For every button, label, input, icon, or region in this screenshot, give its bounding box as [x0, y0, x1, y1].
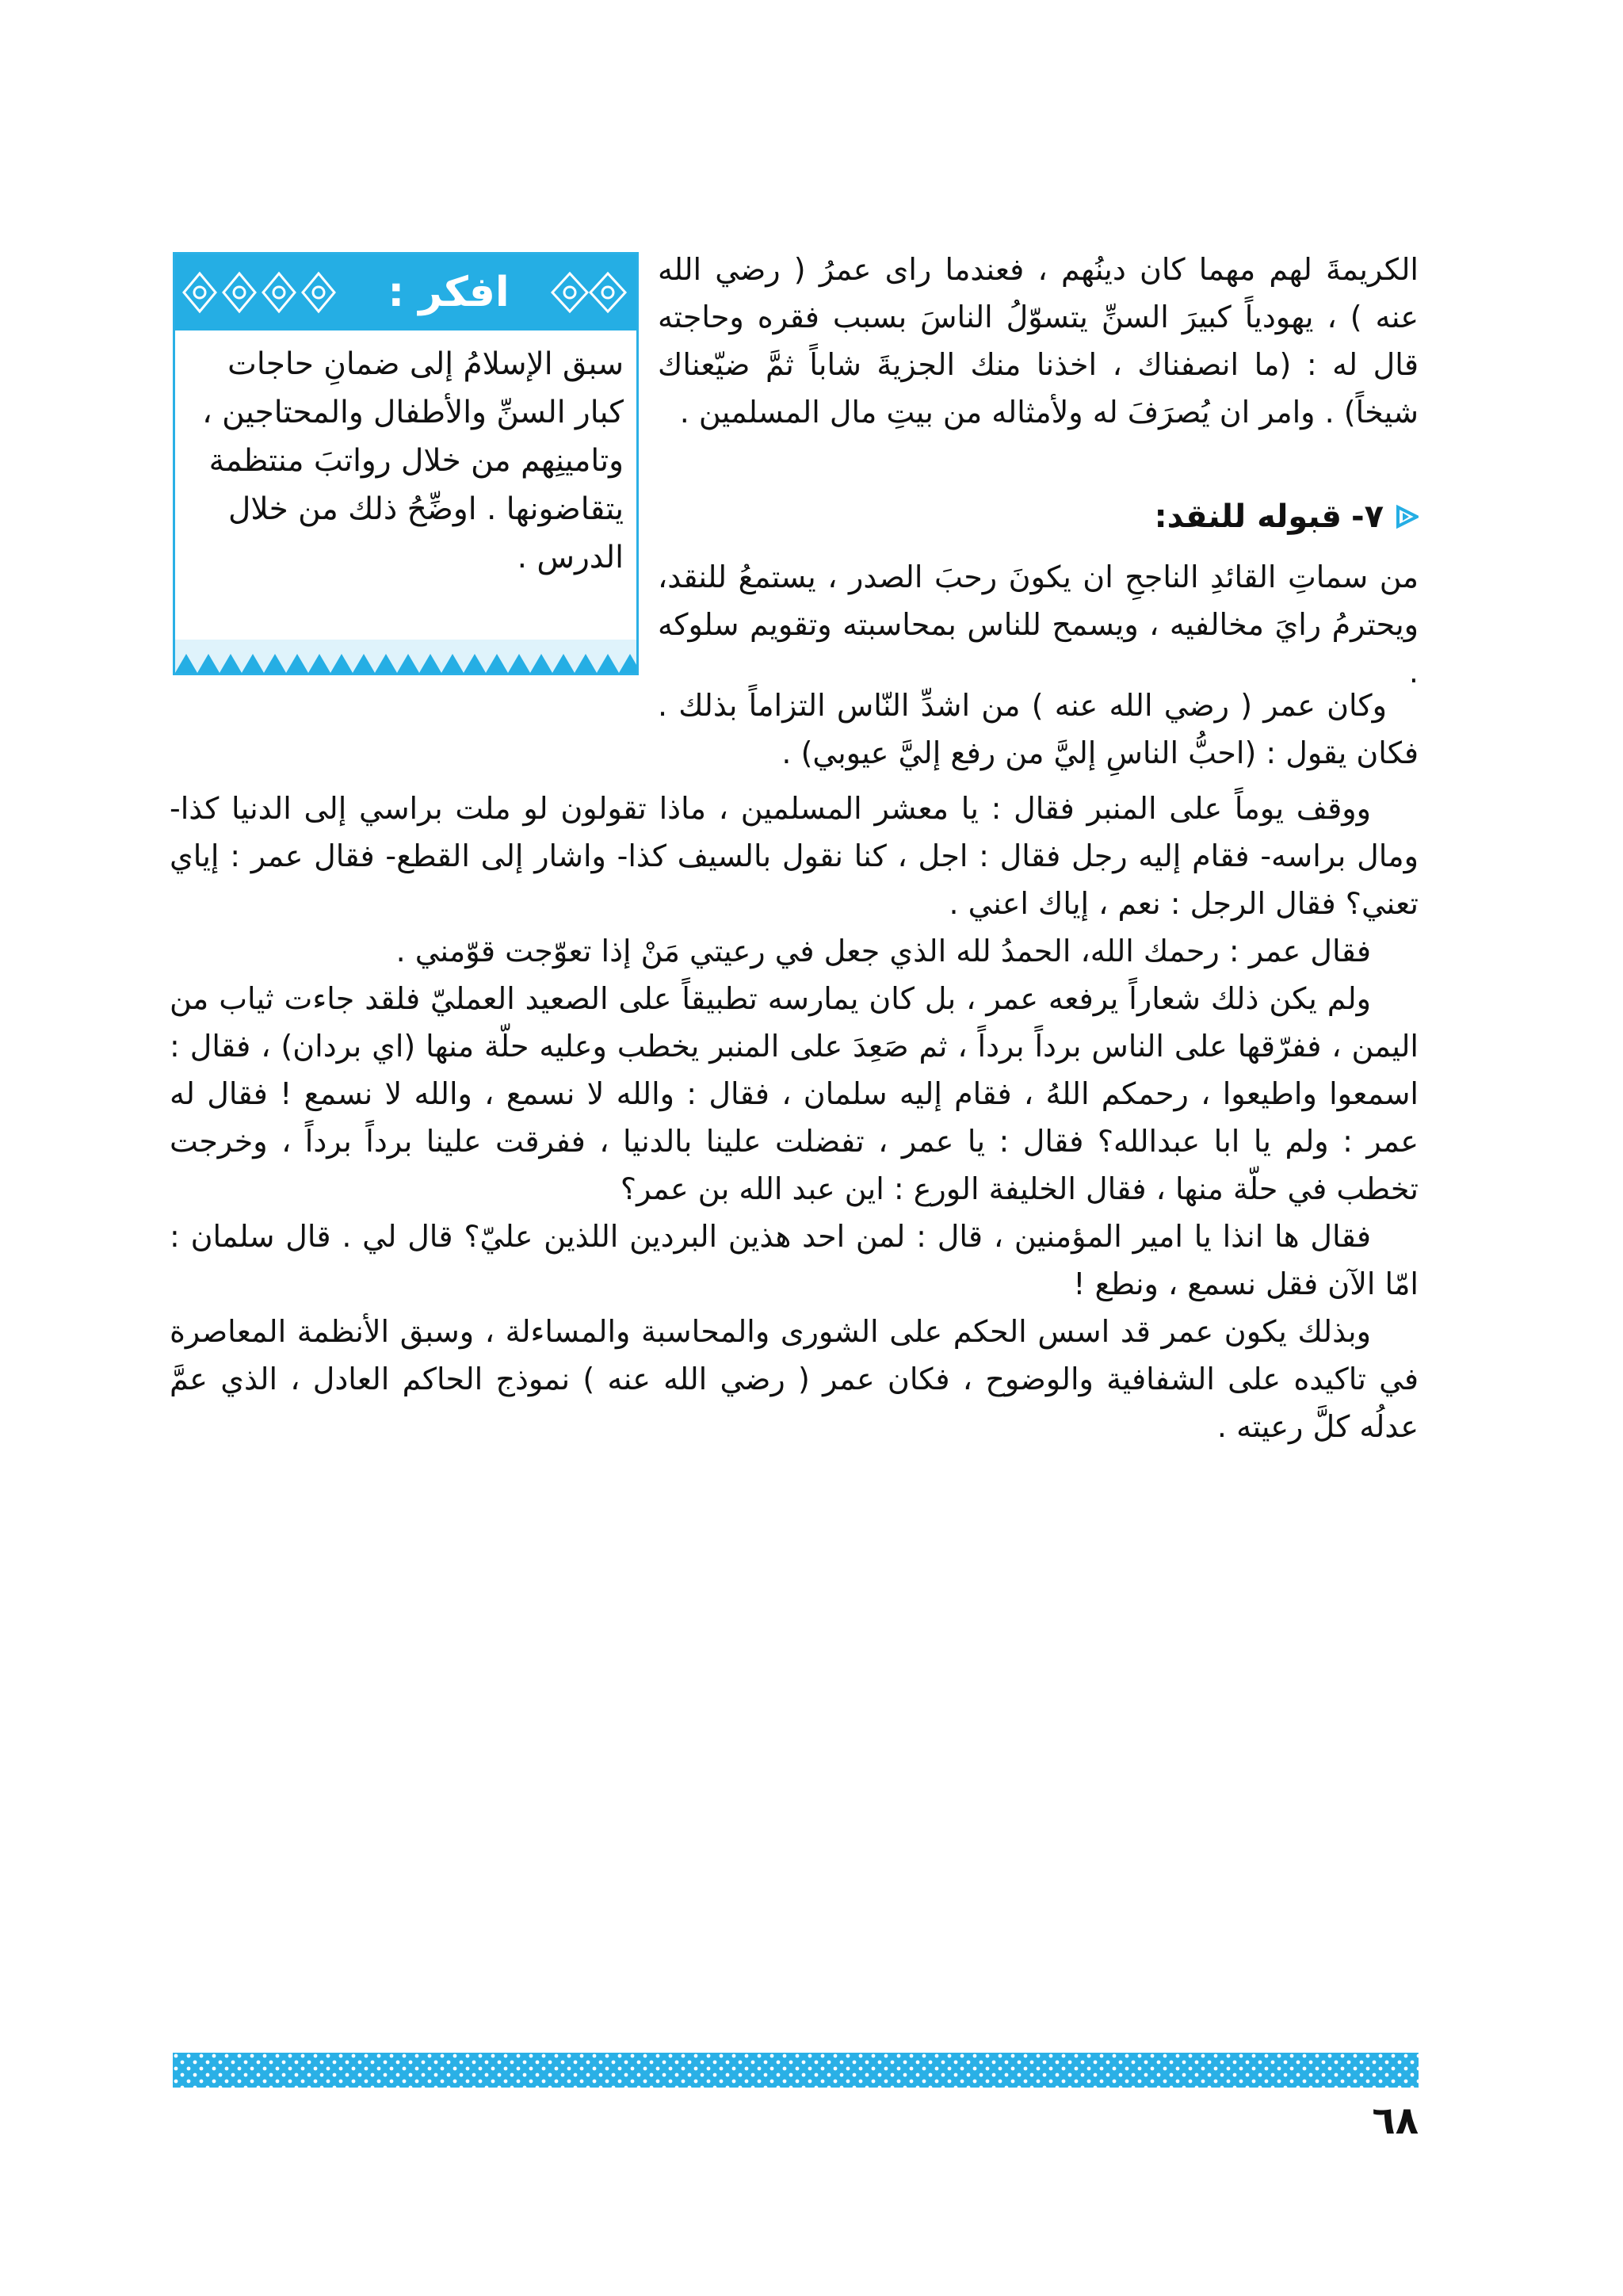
think-box-text: سبق الإسلامُ إلى ضمانِ حاجات كبار السنِّ والأطفال والمحتاجين ، وتامينِهم من خلال رواتبَ منتظمة يتقاضونها . اوضِّحُ ذلك من خلال الدرس .: [202, 346, 624, 575]
decorative-pattern-bar: [173, 2053, 1419, 2088]
paragraph-text: ووقف يوماً على المنبر فقال : يا معشر المسلمين ، ماذا تقولون لو ملت براسي إلى الدنيا كذا- ومال براسه- فقام إليه رجل فقال : اجل ، كنا نقول بالسيف كذا- واشار إلى القطع- فقال عمر : إياي تعني؟ فقال الرجل : نعم ، إياك اعني .: [170, 791, 1419, 921]
top-paragraph: [658, 246, 1419, 436]
paragraph-text: وبذلك يكون عمر قد اسس الحكم على الشورى والمحاسبة والمساءلة ، وسبق الأنظمة المعاصرة في تاكيده على الشفافية والوضوح ، فكان عمر ( رضي الله عنه ) نموذج الحاكم العادل ، الذي عمَّ عدلُه كلَّ رعيته .: [170, 1314, 1419, 1444]
section-title: قبوله للنقد:: [1154, 499, 1342, 535]
ornament-pattern-icon: [180, 266, 346, 319]
section-number: ٧-: [1350, 499, 1384, 535]
think-box: [173, 252, 639, 675]
page-number: ٦٨: [1372, 2099, 1419, 2143]
think-box-header: [175, 254, 636, 330]
triangle-border-pattern: [175, 640, 636, 673]
paragraph-text: ولم يكن ذلك شعاراً يرفعه عمر ، بل كان يمارسه تطبيقاً على الصعيد العمليّ فلقد جاءت ثياب من اليمن ، ففرّقها على الناس برداً برداً ، ثم صَعِدَ على المنبر يخطب وعليه حلّة منها (اي بردان) ، فقال : اسمعوا واطيعوا ، رحمكم اللهُ ، فقام إليه سلمان ، فقال : والله لا نسمع ، والله لا نسمع ! فقال له عمر : ولم يا ابا عبدالله؟ فقال : يا عمر ، تفضلت علينا بالدنيا ، ففرقت علينا برداً برداً ، وخرجت تخطب في حلّة منها ، فقال الخليفة الورع : اين عبد الله بن عمر؟: [170, 981, 1419, 1206]
triangle-bullet-icon: [1393, 504, 1419, 529]
full-width-text: [170, 785, 1419, 1450]
think-box-title: افكر :: [388, 269, 510, 316]
ornament-pattern-icon: [544, 266, 632, 319]
paragraph-text: فقال ها انذا يا امير المؤمنين ، قال : لمن احد هذين البردين اللذين عليّ؟ قال لي . قال سلمان : امّا الآن فقل نسمع ، ونطع !: [170, 1219, 1419, 1301]
paragraph-text: وكان عمر ( رضي الله عنه ) من اشدِّ النّاس التزاماً بذلك . فكان يقول : (احبُّ الناسِ إليَّ من رفع إليَّ عيوبي) .: [658, 688, 1419, 770]
paragraph-text: من سماتِ القائدِ الناجحِ ان يكونَ رحبَ الصدر ، يستمعُ للنقد، ويحترمُ رايَ مخالفيه ، ويسمح للناس بمحاسبته وتقويم سلوكه .: [658, 560, 1419, 690]
section-heading: [1155, 493, 1419, 541]
criticism-paragraph-1: [658, 553, 1419, 696]
criticism-paragraph-2: [658, 682, 1419, 777]
paragraph-text: فقال عمر : رحمك الله، الحمدُ لله الذي جعل في رعيتي مَنْ إذا تعوّجت قوّمني .: [395, 934, 1371, 968]
paragraph-text: الكريمةَ لهم مهما كان دينُهم ، فعندما راى عمرُ ( رضي الله عنه ) ، يهودياً كبيرَ السنِّ يتسوّلُ الناسَ بسبب فقره وحاجته قال له : (ما انصفناك ، اخذنا منك الجزيةَ شاباً ثمَّ ضيّعناك شيخاً) . وامر ان يُصرَفَ له ولأمثاله من بيتِ مال المسلمين .: [658, 252, 1419, 430]
